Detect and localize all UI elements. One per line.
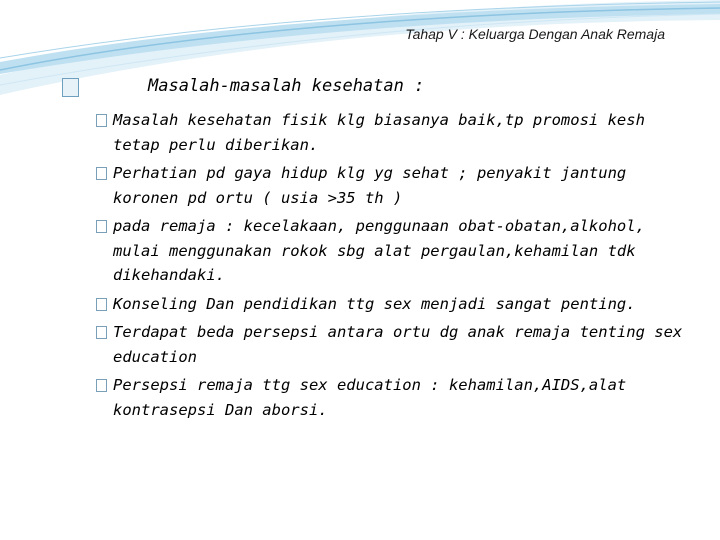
bullet-item xyxy=(96,214,686,288)
bullet-box-icon xyxy=(96,114,107,127)
bullet-item xyxy=(96,161,686,210)
bullet-text: Terdapat beda persepsi antara ortu dg anak remaja tenting sex education xyxy=(113,323,683,366)
bullet-list xyxy=(96,108,686,426)
heading-bullet-box-icon xyxy=(62,78,79,97)
bullet-box-icon xyxy=(96,220,107,233)
bullet-item xyxy=(96,373,686,422)
bullet-box-icon xyxy=(96,298,107,311)
bullet-box-icon xyxy=(96,326,107,339)
bullet-box-icon xyxy=(96,379,107,392)
bullet-item xyxy=(96,292,686,317)
bullet-item xyxy=(96,108,686,157)
bullet-text: Persepsi remaja ttg sex education : kehamilan,AIDS,alat kontrasepsi Dan aborsi. xyxy=(113,376,627,419)
bullet-text: Masalah kesehatan fisik klg biasanya baik,tp promosi kesh tetap perlu diberikan. xyxy=(113,111,645,154)
bullet-text: Perhatian pd gaya hidup klg yg sehat ; penyakit jantung koronen pd ortu ( usia >35 th ) xyxy=(113,164,627,207)
bullet-box-icon xyxy=(96,167,107,180)
header-title: Tahap V : Keluarga Dengan Anak Remaja xyxy=(405,26,665,42)
bullet-text: pada remaja : kecelakaan, penggunaan obat-obatan,alkohol, mulai menggunakan rokok sbg alat pergaulan,kehamilan tdk dikehandaki. xyxy=(113,217,645,284)
bullet-text: Konseling Dan pendidikan ttg sex menjadi sangat penting. xyxy=(113,294,636,313)
bullet-item xyxy=(96,320,686,369)
section-heading-text: Masalah-masalah kesehatan : xyxy=(148,76,425,96)
